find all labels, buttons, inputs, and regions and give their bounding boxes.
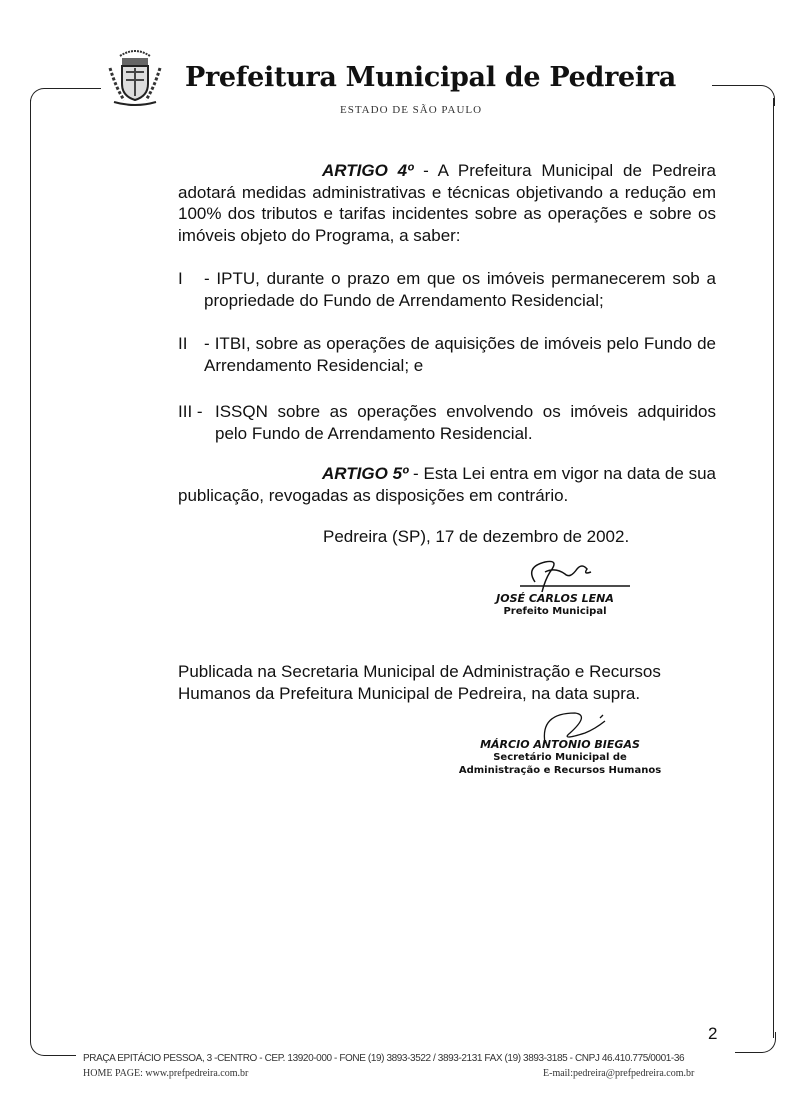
state-subtitle: ESTADO DE SÃO PAULO [340, 104, 483, 116]
signer-name: JOSÉ CARLOS LENA [496, 592, 614, 605]
item-number: I [178, 269, 183, 288]
frame-border [30, 100, 31, 1040]
frame-border [30, 1035, 76, 1056]
frame-border [735, 1032, 776, 1053]
coat-of-arms-icon [106, 44, 164, 106]
article-4 [178, 160, 716, 246]
signature-block-mayor [480, 592, 630, 618]
signer-role: Administração e Recursos Humanos [458, 765, 662, 776]
footer-homepage: HOME PAGE: www.prefpedreira.com.br [83, 1068, 249, 1079]
list-item [178, 401, 716, 444]
item-text: - IPTU, durante o prazo em que os imóveis permanecerem sob a propriedade do Fundo de Arrendamento Residencial; [204, 269, 716, 310]
signer-role: Prefeito Municipal [503, 606, 607, 617]
signer-name: MÁRCIO ANTONIO BIEGAS [480, 738, 640, 751]
frame-border [30, 88, 101, 109]
signature-block-secretary [440, 738, 680, 777]
document-date: Pedreira (SP), 17 de dezembro de 2002. [323, 527, 630, 546]
article-5-text: - Esta Lei entra em vigor na data de sua publicação, revogadas as disposições em contrário. [178, 464, 716, 505]
list-item [178, 268, 716, 311]
footer-email: E-mail:pedreira@prefpedreira.com.br [543, 1068, 695, 1079]
item-text: ISSQN sobre as operações envolvendo os imóveis adquiridos pelo Fundo de Arrendamento Residencial. [215, 402, 716, 443]
article-4-text: - A Prefeitura Municipal de Pedreira adotará medidas administrativas e técnicas objetivando a redução em 100% dos tributos e tarifas incidentes sobre as operações e sobre os imóveis objeto do Programa, a saber: [178, 161, 716, 245]
footer-address: PRAÇA EPITÁCIO PESSOA, 3 -CENTRO - CEP. 13920-000 - FONE (19) 3893-3522 / 3893-2131 FAX (19) 3893-3185 - CNPJ 46.410.775/0001-36 [83, 1053, 685, 1064]
signer-role: Secretário Municipal de [493, 752, 627, 763]
page-title: Prefeitura Municipal de Pedreira [185, 62, 676, 93]
item-text: - ITBI, sobre as operações de aquisições de imóveis pelo Fundo de Arrendamento Residencial; e [204, 334, 716, 375]
article-5-label: ARTIGO 5º [322, 464, 409, 483]
signature-icon [500, 552, 630, 592]
frame-border [712, 85, 775, 106]
page-number: 2 [708, 1024, 718, 1043]
publication-note: Publicada na Secretaria Municipal de Administração e Recursos Humanos da Prefeitura Municipal de Pedreira, na data supra. [178, 662, 661, 703]
list-item [178, 333, 716, 376]
item-number: III - [178, 402, 203, 421]
item-number: II [178, 334, 188, 353]
article-5 [178, 463, 716, 506]
article-4-label: ARTIGO 4º [322, 161, 414, 180]
frame-border [773, 98, 774, 1038]
